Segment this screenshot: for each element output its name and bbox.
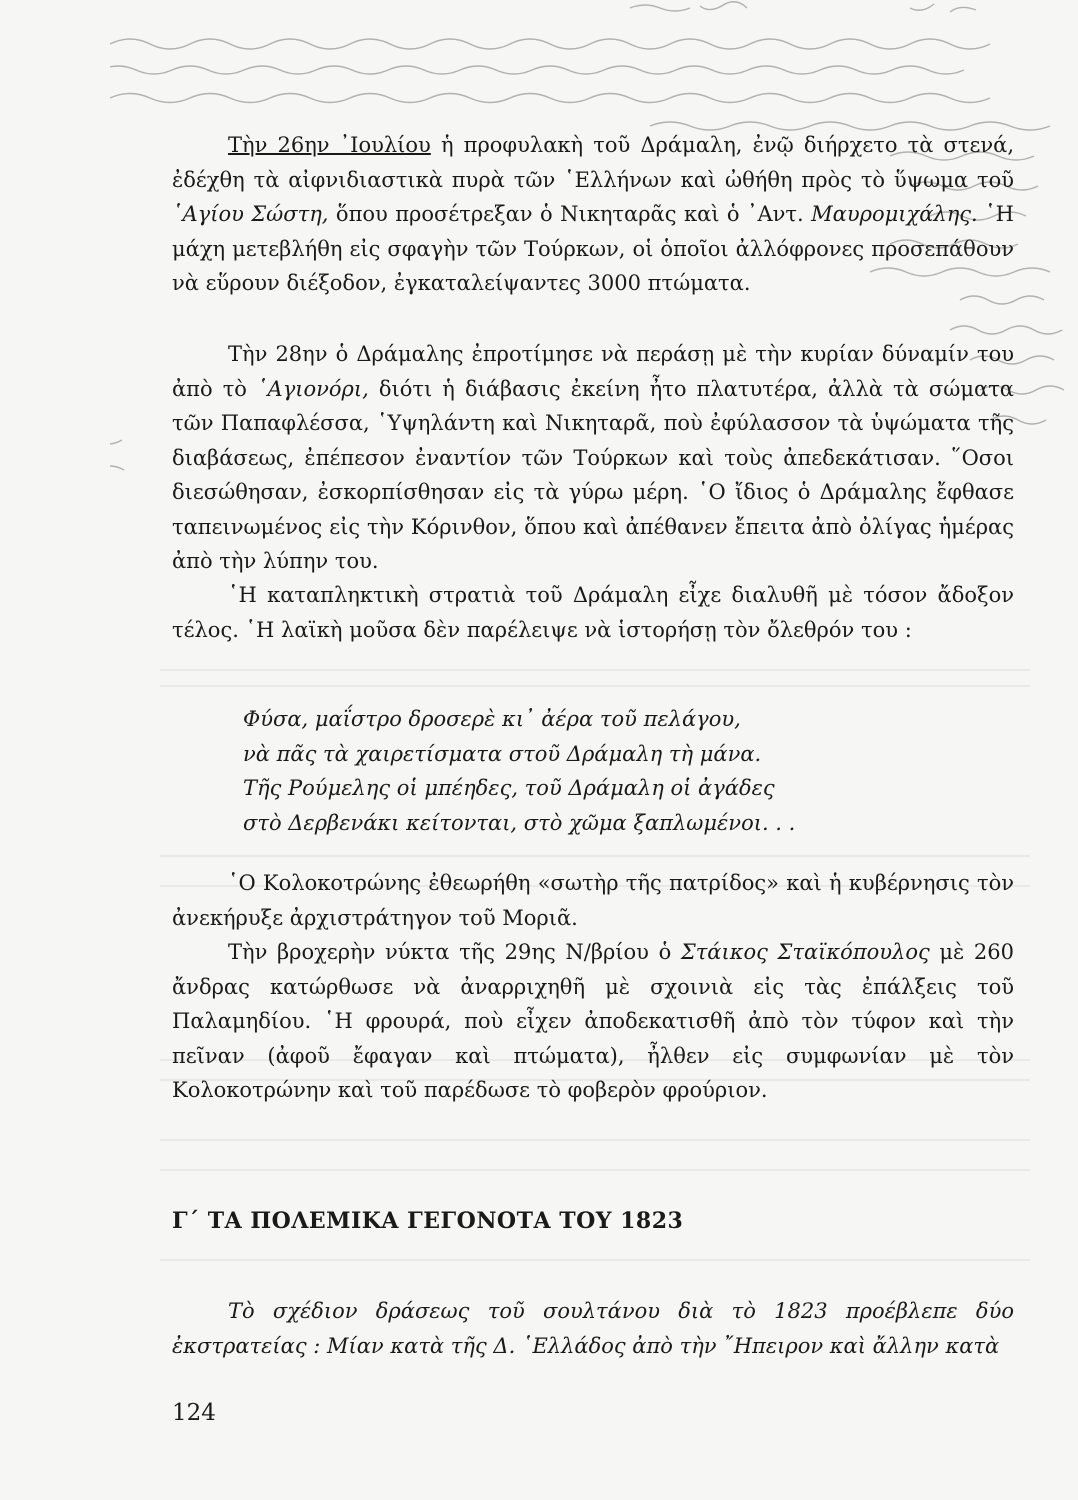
paragraph-6: Τὸ σχέδιον δράσεως τοῦ σουλτάνου διὰ τὸ 1823 προέβλεπε δύο ἐκστρατείας : Μίαν κατὰ τῆς Δ. ῾Ελλάδος ἀπὸ τὴν ῎Ηπειρον καὶ ἄλλην κατὰ — [172, 1299, 1014, 1358]
paragraph-2: Τὴν 28ην ὁ Δράμαλης ἐπροτίμησε νὰ περάσῃ μὲ τὴν κυρίαν δύναμίν του ἀπὸ τὸ ῾Αγιονόρι, διότι ἡ διάβασις ἐκείνη ἦτο πλατυτέρα, ἀλλὰ τὰ σώματα τῶν Παπαφλέσσα, ῾Υψηλάντη καὶ Νικηταρᾶ, ποὺ ἐφύλασσον τὰ ὑψώματα τῆς διαβάσεως, ἐπέπεσον ἐναντίον τῶν Τούρκων καὶ τοὺς ἀπεδεκάτισαν. ῞Οσοι διεσώθησαν, ἐσκορπίσθησαν εἰς τὰ γύρω μέρη. ῾Ο ἴδιος ὁ Δράμαλης ἔφθασε ταπεινωμένος εἰς τὴν Κόρινθον, ὅπου καὶ ἀπέθανεν ἔπειτα ἀπὸ ὀλίγας ἡμέρας ἀπὸ τὴν λύπην του. — [172, 342, 1014, 573]
poem-line: στὸ Δερβενάκι κείτονται, στὸ χῶμα ξαπλωμένοι. . . — [243, 810, 796, 835]
date-underlined: Τὴν 26ην ᾿Ιουλίου — [228, 133, 431, 157]
paragraph-3: ῾Η καταπληκτικὴ στρατιὰ τοῦ Δράμαλη εἶχε διαλυθῆ μὲ τόσον ἄδοξον τέλος. ῾Η λαϊκὴ μοῦσα δὲν παρέλειψε νὰ ἱστορήσῃ τὸν ὄλεθρόν του : — [172, 583, 1014, 642]
folk-poem — [243, 702, 943, 840]
section-heading: Γ΄ ΤΑ ΠΟΛΕΜΙΚΑ ΓΕΓΟΝΟΤΑ ΤΟΥ 1823 — [172, 1208, 684, 1234]
paragraph-4: ῾Ο Κολοκοτρώνης ἐθεωρήθη «σωτὴρ τῆς πατρίδος» καὶ ἡ κυβέρνησις τὸν ἀνεκήρυξε ἀρχιστράτηγον τοῦ Μοριᾶ. — [172, 871, 1014, 930]
page-number: 124 — [172, 1400, 216, 1426]
poem-line: Φύσα, μαΐστρο δροσερὲ κι᾿ ἀέρα τοῦ πελάγου, — [243, 707, 741, 731]
paragraph-5: Τὴν βροχερὴν νύκτα τῆς 29ης Ν/βρίου ὁ Στάικος Σταϊκόπουλος μὲ 260 ἄνδρας κατώρθωσε νὰ ἀναρριχηθῆ μὲ σχοινιὰ εἰς τὰς ἐπάλξεις τοῦ Παλαμηδίου. ῾Η φρουρά, ποὺ εἶχεν ἀποδεκατισθῆ ἀπὸ τὸν τύφον καὶ τὴν πεῖναν (ἀφοῦ ἔφαγαν καὶ πτώματα), ἦλθεν εἰς συμφωνίαν μὲ τὸν Κολοκοτρώνην καὶ τοῦ παρέδωσε τὸ φοβερὸν φρούριον. — [172, 940, 1014, 1102]
poem-line: Τῆς Ρούμελης οἱ μπέηδες, τοῦ Δράμαλη οἱ ἀγάδες — [243, 776, 775, 800]
paragraph-1: Τὴν 26ην ᾿Ιουλίου ἡ προφυλακὴ τοῦ Δράμαλη, ἐνῷ διήρχετο τὰ στενά, ἐδέχθη τὰ αἰφνιδιαστικὰ πυρὰ τῶν ῾Ελλήνων καὶ ὠθήθη πρὸς τὸ ὕψωμα τοῦ ῾Αγίου Σώστη, ὅπου προσέτρεξαν ὁ Νικηταρᾶς καὶ ὁ ᾿Αντ. Μαυρομιχάλης. ῾Η μάχη μετεβλήθη εἰς σφαγὴν τῶν Τούρκων, οἱ ὁποῖοι ἀλλόφρονες προσεπάθουν νὰ εὕρουν διέξοδον, ἐγκαταλείψαντες 3000 πτώματα. — [172, 133, 1015, 295]
poem-line: νὰ πᾶς τὰ χαιρετίσματα στοῦ Δράμαλη τὴ μάνα. — [243, 741, 762, 766]
